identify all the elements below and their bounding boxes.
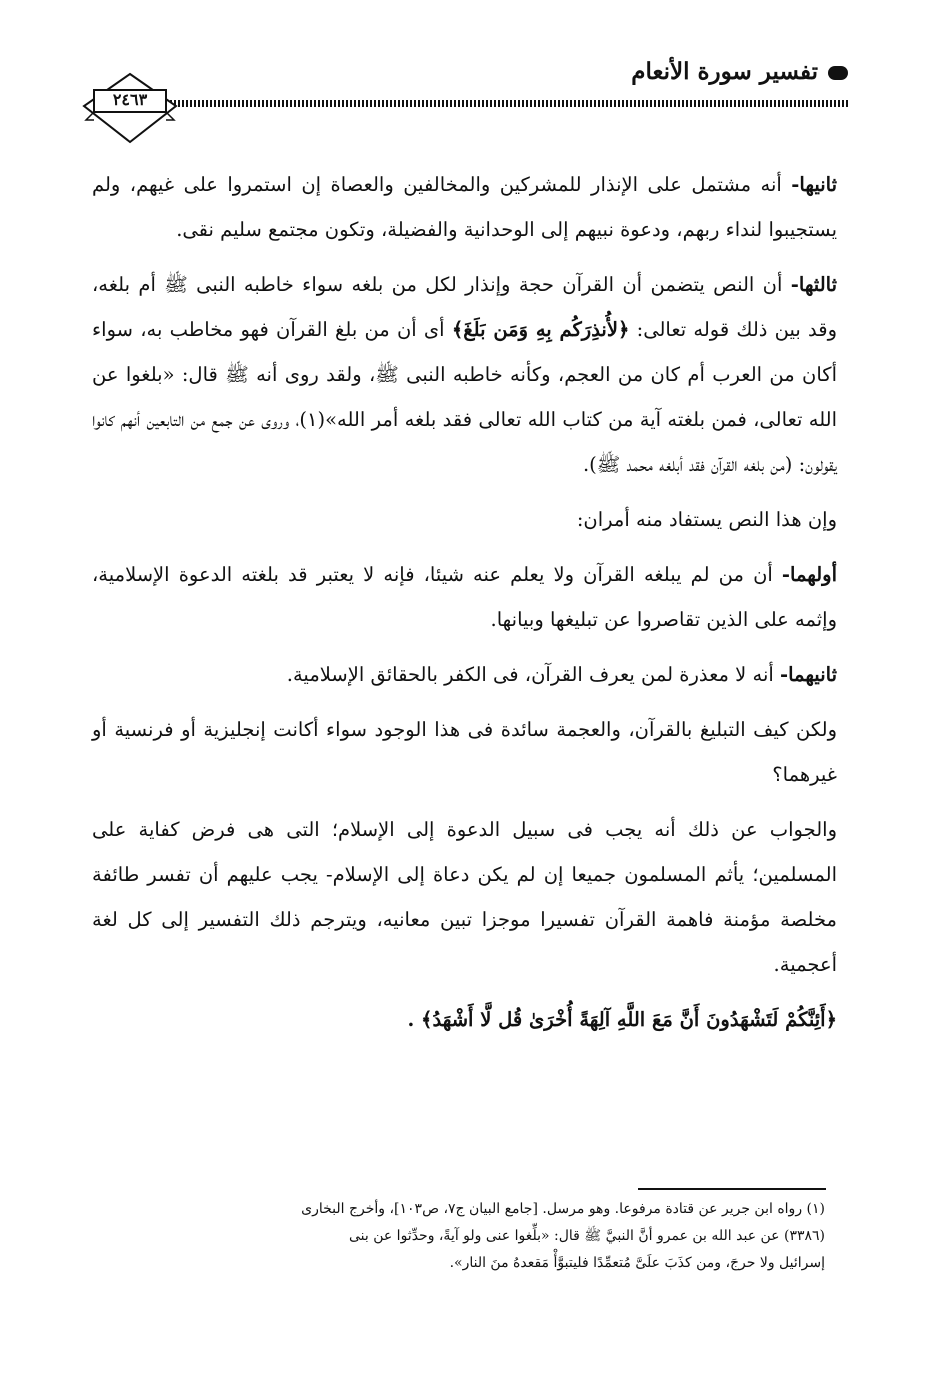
- paragraph-text: أن النص يتضمن أن القرآن حجة وإنذار لكل من بلغه سواء خاطبه النبى ﷺ أم بلغه، وقد بين ذلك قوله تعالى:: [92, 273, 837, 341]
- page-number-badge: [82, 72, 178, 144]
- paragraph-label: أولهما-: [781, 563, 837, 586]
- page-header: [82, 52, 848, 142]
- quran-quote: ﴿لأُنذِرَكُم بِهِ وَمَن بَلَغَ﴾: [451, 318, 630, 341]
- paragraph-label: ثالثها-: [790, 273, 837, 296]
- paragraph-label: ثانيها-: [791, 173, 837, 196]
- footnote-line: (١) رواه ابن جرير عن قتادة مرفوعا. وهو مرسل. [جامع البيان ج٧، ص١٠٣]، وأخرج البخارى: [301, 1201, 825, 1217]
- paragraph-text: أنه لا معذرة لمن يعرف القرآن، فى الكفر بالحقائق الإسلامية.: [286, 663, 781, 686]
- paragraph-label: ثانيهما-: [780, 663, 837, 686]
- paragraph-secondly: [92, 162, 837, 252]
- main-text: [92, 162, 837, 1052]
- paragraph-question: ولكن كيف التبليغ بالقرآن، والعجمة سائدة فى هذا الوجود سواء أكانت إنجليزية أو فرنسية أو غيرهما؟: [92, 718, 837, 786]
- footnote-separator: [638, 1188, 826, 1190]
- running-title: تفسير سورة الأنعام: [631, 58, 818, 85]
- paragraph-second-matter: [92, 652, 837, 697]
- paragraph-text: أى أن من بلغ القرآن فهو مخاطب به، سواء أكان من العرب أم كان من العجم، وكأنه خاطبه النبى ﷺ، ولقد روى أنه ﷺ قال: «بلغوا عن الله تعالى، فمن بلغته آية من كتاب الله تعالى فقد بلغه أمر الله»(١)، وروى عن جمع من التابعين أنهم كانوا يقولون: (من بلغه القرآن فقد أبلغه محمد ﷺ).: [92, 318, 838, 476]
- paragraph-text: أنه مشتمل على الإنذار للمشركين والمخالفين والعصاة إن استمروا على غيهم، ولم يستجيبوا لنداء ربهم، ودعوة نبيهم إلى الوحدانية والفضيلة، وتكون مجتمع سليم نقى.: [92, 173, 837, 241]
- paragraph-first-matter: [92, 552, 837, 642]
- paragraph-text: أن من لم يبلغه القرآن ولا يعلم عنه شيئا، فإنه لا يعتبر قد بلغته الدعوة الإسلامية، وإثمه على الذين تقاصروا عن تبليغها وبيانها.: [92, 563, 837, 631]
- page-number: ٢٤٦٣: [112, 90, 148, 109]
- paragraph-answer: والجواب عن ذلك أنه يجب فى سبيل الدعوة إلى الإسلام؛ التى هى فرض كفاية على المسلمين؛ يأثم المسلمون جميعا إن لم يكن دعاة إلى الإسلام- يجب عليهم أن تفسر طائفة مخلصة مؤمنة فاهمة القرآن تفسيرا موجزا تبين معانيه، ويترجم ذلك التفسير إلى كل لغة أعجمية.: [92, 818, 837, 976]
- paragraph-two-matters: وإن هذا النص يستفاد منه أمران:: [576, 508, 837, 531]
- paragraph-thirdly: [92, 262, 837, 487]
- quran-verse: ﴿أَئِنَّكُمْ لَتَشْهَدُونَ أَنَّ مَعَ اللَّهِ آلِهَةً أُخْرَىٰ قُل لَّا أَشْهَدُ﴾ .: [407, 1008, 837, 1031]
- footnote-line: إسرائيل ولا حرجَ، ومن كذَبَ علَىَّ مُتعمِّدًا فليتبوَّأْ مَقعدهُ منَ النار».: [449, 1255, 825, 1271]
- footnotes: [80, 1196, 825, 1277]
- header-rule: [162, 100, 848, 107]
- footnote-line: (٣٣٨٦) عن عبد الله بن عمرو أنَّ النبيَّ ﷺ قال: «بلِّغوا عنى ولو آيةً، وحدِّثوا عن بنى: [348, 1228, 825, 1244]
- header-ornament-icon: [828, 66, 848, 80]
